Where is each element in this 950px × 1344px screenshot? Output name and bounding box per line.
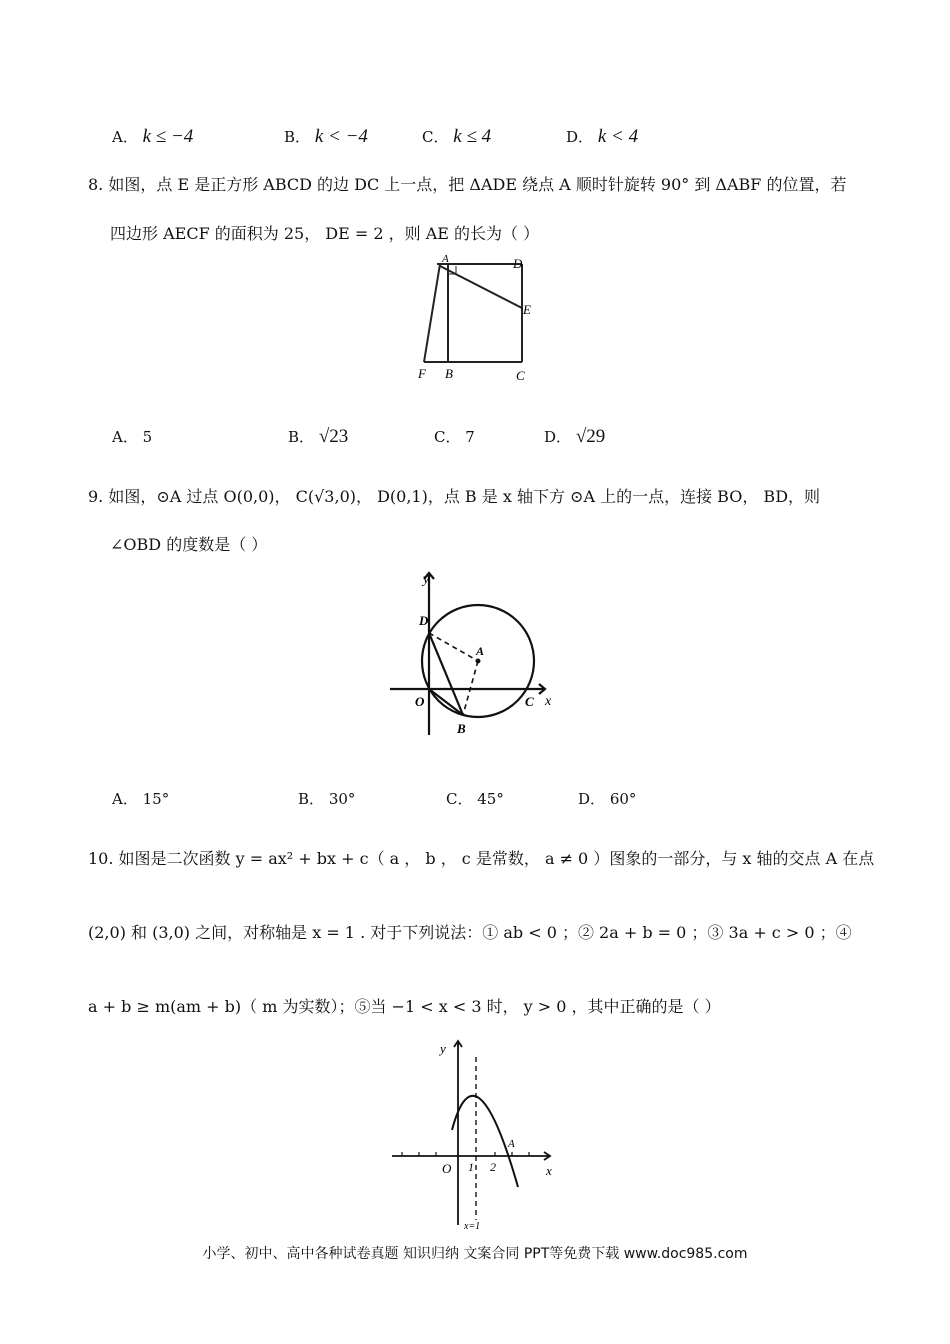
q8-text-line1: 8. 如图，点 E 是正方形 ABCD 的边 DC 上一点，把 ΔADE 绕点 A 顺时针旋转 90° 到 ΔABF 的位置，若 [88,175,847,194]
q7-option-a [112,126,193,148]
label-symmetry-axis: x=1 [464,1221,481,1230]
label-o: O [415,694,425,709]
q7-option-c [422,126,491,148]
label-2: 2 [490,1160,496,1174]
option-letter: A． [112,790,138,808]
option-letter: C． [422,128,449,146]
option-text: 5 [142,428,153,446]
q10-text-line1: 10. 如图是二次函数 y = ax² + bx + c（ a ， b ， c 是常数， a ≠ 0 ）图象的一部分，与 x 轴的交点 A 在点 [88,849,875,868]
q10-parabola-figure [390,1035,560,1230]
option-text: k < −4 [314,126,368,147]
option-text: k < 4 [597,126,639,147]
q7-option-d [566,126,638,148]
label-1: 1 [468,1160,474,1174]
q8-square-figure [410,250,540,385]
option-text: k ≤ −4 [142,126,194,147]
option-letter: C． [446,790,473,808]
option-text: √23 [318,426,349,447]
label-f: F [418,366,426,381]
option-text: 60° [609,790,637,808]
q10-text-line2: (2,0) 和 (3,0) 之间，对称轴是 x = 1 . 对于下列说法：① ab < 0 ；② 2a + b = 0 ；③ 3a + c > 0 ；④ [88,923,852,942]
option-letter: D． [566,128,594,146]
segment-ae [440,266,522,308]
label-o: O [442,1161,452,1176]
option-text: 15° [142,790,170,808]
option-letter: B． [288,428,315,446]
label-a: A [476,644,485,658]
option-text: 45° [477,790,504,808]
q8-text-line2: 四边形 AECF 的面积为 25， DE = 2 ，则 AE 的长为（ ） [110,224,540,243]
q9-text-line2: ∠OBD 的度数是（ ） [110,535,268,554]
label-e: E [523,302,531,317]
footer-text: 小学、初中、高中各种试卷真题 知识归纳 文案合同 PPT等免费下载 www.doc985.com [202,1246,748,1262]
q9-option-b [298,788,355,809]
label-d: D [513,256,523,271]
q8-option-d [544,426,605,448]
label-d: D [419,613,429,628]
q10-text-line3: a + b ≥ m(am + b)（ m 为实数）；⑤当 −1 < x < 3 时， y > 0 ，其中正确的是（ ） [88,997,721,1016]
q7-option-b [284,126,368,148]
label-a: A [442,253,449,265]
option-text: k ≤ 4 [453,126,492,147]
label-b: B [457,721,466,736]
label-x: x [545,694,552,709]
q9-option-c [446,788,504,809]
label-x: x [546,1163,552,1178]
q8-option-a [112,426,152,447]
label-y: y [440,1041,446,1056]
option-text: 7 [465,428,475,446]
label-b: B [445,366,453,381]
option-letter: B． [298,790,325,808]
label-c: C [525,694,534,709]
q9-option-d [578,788,636,809]
side-af [424,264,440,362]
label-y: y [423,572,430,587]
label-a: A [508,1138,515,1150]
option-letter: D． [544,428,572,446]
q9-text-line1: 9. 如图，⊙A 过点 O(0,0)， C(√3,0)， D(0,1)，点 B 是 x 轴下方 ⊙A 上的一点，连接 BO， BD，则 [88,487,821,506]
label-c: C [516,368,525,383]
option-letter: C． [434,428,461,446]
q9-circle-figure [385,565,565,745]
q8-option-c [434,426,475,447]
option-letter: A． [112,128,138,146]
option-letter: A． [112,428,138,446]
option-letter: B． [284,128,311,146]
q9-option-a [112,788,169,809]
option-text: 30° [328,790,356,808]
q8-option-b [288,426,348,448]
option-text: √29 [575,426,606,447]
option-letter: D． [578,790,606,808]
